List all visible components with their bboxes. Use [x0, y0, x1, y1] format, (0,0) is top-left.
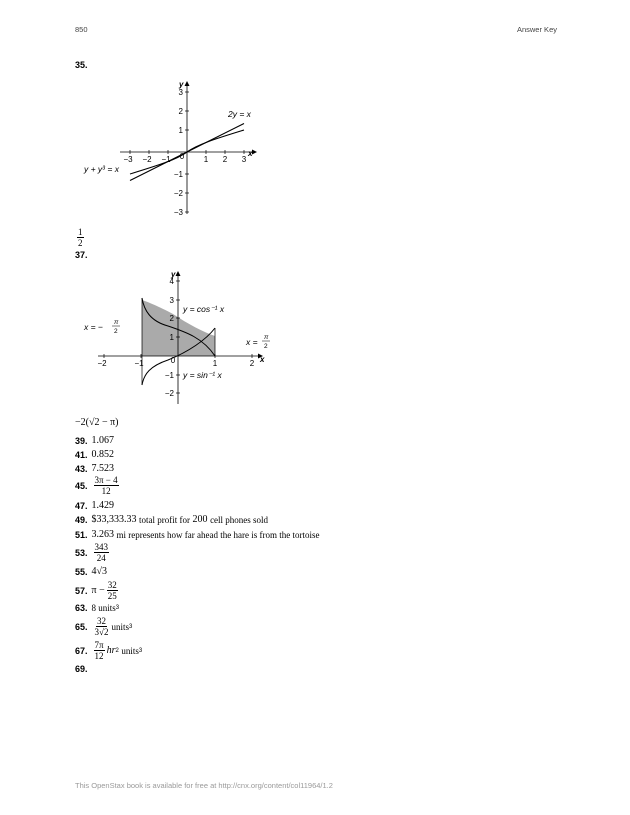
- answer-53: 53. $\frac{343}{24}$: [75, 542, 109, 563]
- y-tick-label: 2: [178, 107, 183, 116]
- label-left-pi: π: [114, 319, 119, 326]
- answer-41: 41. 0.852: [75, 449, 115, 460]
- answer-49: 49. $33,333.33 total profit for 200 cell phones sold: [75, 514, 269, 525]
- fraction: $\frac{3\pi - 4}{12}$: [94, 475, 118, 496]
- x-tick-label: 0: [179, 152, 185, 161]
- x-tick-label: 1: [203, 155, 209, 164]
- y-tick-label: −2: [164, 389, 174, 398]
- y-tick-label: 1: [169, 333, 174, 342]
- problem-number-35: 35.: [75, 60, 88, 70]
- label-right-boundary: x =: [246, 337, 258, 347]
- label-right-two: 2: [264, 343, 268, 350]
- label-left-two: 2: [114, 328, 118, 335]
- label-left-boundary: x = −: [84, 322, 103, 332]
- x-axis-label: x: [248, 149, 253, 158]
- x-tick-label: −1: [161, 155, 171, 164]
- page-number: 850: [75, 25, 88, 34]
- x-axis-label: x: [260, 355, 265, 364]
- y-tick-label: 4: [169, 277, 174, 286]
- answer-47: 47. 1.429: [75, 500, 115, 511]
- graph-35: [80, 78, 270, 218]
- y-tick-label: 3: [178, 88, 183, 97]
- y-tick-label: −3: [173, 208, 183, 217]
- x-axis-arrow: [252, 150, 257, 155]
- answer-67: 67. $\frac{7\pi}{12}$ hr 2 units 3: [75, 640, 143, 661]
- label-2y-eq-x: 2y = x: [228, 109, 251, 119]
- answer-69: 69.: [75, 664, 88, 674]
- fraction: $\frac{32}{3√2}$: [94, 616, 109, 637]
- answer-45: 45. $\frac{3\pi - 4}{12}$: [75, 475, 118, 496]
- y-axis-arrow: [176, 271, 181, 276]
- graph-37: [78, 266, 278, 406]
- label-arcsin: y = sin⁻¹ x: [183, 370, 222, 380]
- x-tick-label: −1: [134, 359, 144, 368]
- x-tick-label: 2: [222, 155, 228, 164]
- label-right-pi: π: [264, 334, 269, 341]
- y-tick-label: 1: [178, 126, 183, 135]
- y-tick-label: 2: [169, 314, 174, 323]
- y-axis-arrow: [185, 81, 190, 86]
- answer-55: 55. 4√3: [75, 566, 108, 577]
- label-y-plus-y3: y + y³ = x: [84, 164, 119, 174]
- answer-57: 57. π − $\frac{32}{25}$: [75, 580, 117, 601]
- x-tick-label: 0: [170, 356, 176, 365]
- answer-39: 39. 1.067: [75, 435, 115, 446]
- answer-51: 51. 3.263 mi represents how far ahead the hare is from the tortoise: [75, 529, 320, 540]
- answer-43: 43. 7.523: [75, 463, 115, 474]
- y-axis-label: y: [171, 270, 176, 279]
- x-tick-label: −2: [97, 359, 107, 368]
- x-tick-label: −2: [142, 155, 152, 164]
- y-tick-label: 3: [169, 296, 174, 305]
- y-tick-label: −1: [164, 371, 174, 380]
- fraction: $\frac{7\pi}{12}$: [94, 640, 104, 661]
- fraction: $\frac{1}{2}$: [78, 227, 83, 248]
- x-tick-label: 1: [212, 359, 218, 368]
- y-tick-label: −2: [173, 189, 183, 198]
- problem-number-37: 37.: [75, 250, 88, 260]
- page-footer: This OpenStax book is available for free at http://cnx.org/content/col11964/1.2: [75, 781, 333, 790]
- x-tick-label: −3: [123, 155, 133, 164]
- running-header: Answer Key: [516, 25, 557, 34]
- x-tick-label: 3: [241, 155, 247, 164]
- answer-35: [75, 227, 86, 248]
- x-tick-label: 2: [249, 359, 255, 368]
- y-tick-label: −1: [173, 170, 183, 179]
- answer-63: 63. 8 units 3: [75, 603, 120, 613]
- answer-65: 65. $\frac{32}{3√2}$ units 3: [75, 616, 133, 637]
- answer-37: −2(√2 − π): [75, 417, 119, 428]
- label-arccos: y = cos⁻¹ x: [183, 304, 225, 314]
- y-axis-label: y: [179, 80, 184, 89]
- fraction: $\frac{32}{25}$: [107, 580, 117, 601]
- fraction: $\frac{343}{24}$: [94, 542, 109, 563]
